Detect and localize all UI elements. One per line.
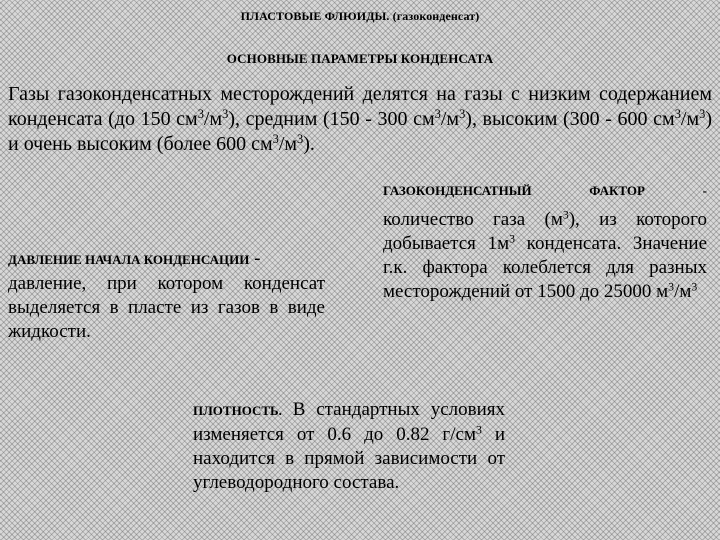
superscript: 3 — [562, 208, 569, 222]
intro-text: ) и очень высоким (более 600 см — [8, 108, 712, 155]
term-dash: - — [254, 248, 261, 269]
term-density: ПЛОТНОСТЬ. — [193, 403, 282, 418]
definition-text: конденсата. Значение г.к. фактора колеблется для разных месторождений от 1500 до 25000 м — [383, 233, 707, 302]
term-condensation-pressure: ДАВЛЕНИЕ НАЧАЛА КОНДЕНСАЦИИ — [8, 252, 250, 267]
superscript: 3 — [509, 232, 515, 246]
superscript: 3 — [222, 107, 229, 122]
superscript: 3 — [434, 107, 441, 122]
intro-text: ), высоким (300 - 600 см — [465, 108, 675, 130]
superscript: 3 — [668, 280, 675, 294]
term-line — [383, 180, 707, 202]
intro-text: Газы газоконденсатных месторождений делятся на газы с низким содержанием конденсата (до 150 см — [8, 83, 712, 130]
term-dash: - — [702, 183, 707, 198]
slide-subtitle: ОСНОВНЫЕ ПАРАМЕТРЫ КОНДЕНСАТА — [226, 51, 494, 66]
superscript: 3 — [459, 107, 466, 122]
definition-text: давление, при котором конденсат выделяется в пласте из газов в виде жидкости. — [8, 273, 325, 342]
superscript: 3 — [297, 132, 304, 147]
superscript: 3 — [699, 107, 706, 122]
condensation-pressure-definition — [8, 247, 325, 344]
intro-text: ), средним (150 - 300 см — [228, 108, 435, 130]
intro-text: ). — [303, 133, 315, 155]
intro-text: /м — [203, 108, 223, 130]
definition-text: количество газа (м — [383, 209, 563, 230]
superscript: 3 — [691, 280, 698, 294]
definition-text: В стандартных условиях изменяется от 0.6 до 0.82 г/см — [193, 399, 505, 445]
intro-text: /м — [440, 108, 460, 130]
definition-text: ), из которого добывается 1м — [383, 209, 707, 254]
slide-title: ПЛАСТОВЫЕ ФЛЮИДЫ. (газоконденсат) — [240, 9, 480, 23]
definition-text: и находится в прямой зависимости от углеводородного состава. — [193, 424, 505, 493]
gas-condensate-factor-definition — [383, 180, 707, 304]
term-word: ГАЗОКОНДЕНСАТНЫЙ — [383, 183, 532, 198]
superscript: 3 — [272, 132, 279, 147]
intro-text: /м — [278, 133, 298, 155]
density-definition — [193, 398, 505, 495]
superscript: 3 — [197, 107, 204, 122]
term-word: ФАКТОР — [589, 183, 645, 198]
definition-text: /м — [674, 281, 692, 302]
superscript: 3 — [475, 423, 482, 437]
superscript: 3 — [674, 107, 681, 122]
intro-text: /м — [680, 108, 700, 130]
intro-paragraph — [8, 82, 712, 157]
